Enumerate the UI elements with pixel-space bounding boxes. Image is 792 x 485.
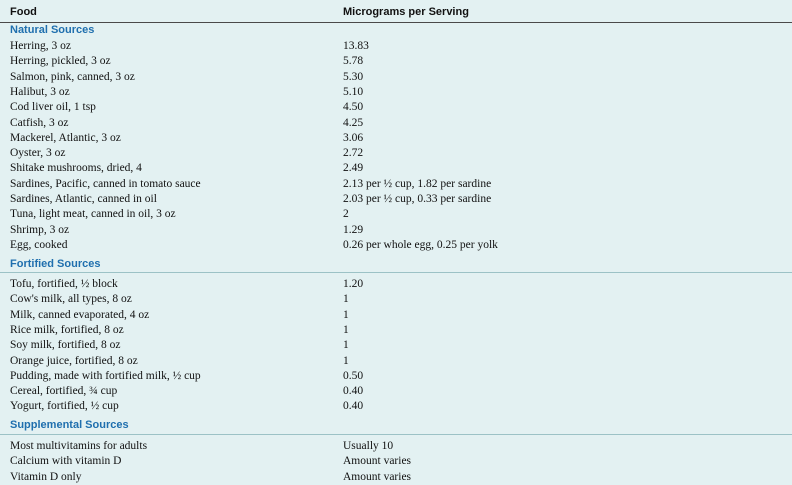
micrograms-cell: Usually 10 <box>343 440 394 452</box>
micrograms-cell: 2 <box>343 208 349 221</box>
table-row <box>0 39 792 54</box>
food-cell: Herring, pickled, 3 oz <box>10 55 111 68</box>
micrograms-cell: 1.20 <box>343 278 364 290</box>
micrograms-cell: 1 <box>343 323 349 336</box>
table-header <box>0 0 792 23</box>
table-row <box>0 131 792 146</box>
section-divider <box>0 272 792 273</box>
food-cell: Halibut, 3 oz <box>10 85 70 98</box>
header-micrograms: Micrograms per Serving <box>343 6 469 18</box>
table-row <box>0 277 792 292</box>
micrograms-cell: 1.29 <box>343 223 364 236</box>
table-row <box>0 384 792 399</box>
food-cell: Cereal, fortified, ¾ cup <box>10 385 118 398</box>
table-row <box>0 54 792 69</box>
micrograms-cell: 0.26 per whole egg, 0.25 per yolk <box>343 238 498 251</box>
micrograms-cell: 1 <box>343 293 349 306</box>
table-row <box>0 146 792 161</box>
food-cell: Soy milk, fortified, 8 oz <box>10 339 121 352</box>
table-row <box>0 369 792 384</box>
section-title: Fortified Sources <box>10 258 101 270</box>
food-cell: Herring, 3 oz <box>10 40 71 52</box>
food-cell: Rice milk, fortified, 8 oz <box>10 323 124 336</box>
table-row <box>0 470 792 485</box>
food-cell: Tofu, fortified, ½ block <box>10 278 118 290</box>
food-cell: Shrimp, 3 oz <box>10 223 70 236</box>
micrograms-cell: 1 <box>343 339 349 352</box>
micrograms-cell: 1 <box>343 308 349 321</box>
header-food: Food <box>10 6 37 18</box>
section-divider <box>0 434 792 435</box>
table-row <box>0 454 792 469</box>
table-row <box>0 177 792 192</box>
table-row <box>0 192 792 207</box>
food-cell: Cow's milk, all types, 8 oz <box>10 293 132 306</box>
table-row <box>0 223 792 238</box>
food-cell: Salmon, pink, canned, 3 oz <box>10 70 135 83</box>
micrograms-cell: 4.25 <box>343 116 364 129</box>
table-row <box>0 439 792 454</box>
table-row <box>0 70 792 85</box>
table-row <box>0 116 792 131</box>
micrograms-cell: 1 <box>343 354 349 367</box>
food-cell: Shitake mushrooms, dried, 4 <box>10 162 142 175</box>
micrograms-cell: 3.06 <box>343 131 364 144</box>
table-row <box>0 238 792 253</box>
micrograms-cell: 5.30 <box>343 70 364 83</box>
food-cell: Milk, canned evaporated, 4 oz <box>10 308 150 321</box>
micrograms-cell: 2.72 <box>343 147 364 160</box>
food-cell: Yogurt, fortified, ½ cup <box>10 400 119 413</box>
micrograms-cell: Amount varies <box>343 455 412 468</box>
section-title: Natural Sources <box>10 24 95 36</box>
micrograms-cell: 2.13 per ½ cup, 1.82 per sardine <box>343 177 492 190</box>
food-cell: Cod liver oil, 1 tsp <box>10 101 96 114</box>
micrograms-cell: 0.40 <box>343 400 364 413</box>
table-row <box>0 338 792 353</box>
food-cell: Vitamin D only <box>10 470 82 483</box>
section-title: Supplemental Sources <box>10 419 129 431</box>
micrograms-cell: 4.50 <box>343 101 364 114</box>
table-row <box>0 292 792 307</box>
table-row <box>0 354 792 369</box>
food-cell: Sardines, Atlantic, canned in oil <box>10 193 157 205</box>
table-row <box>0 323 792 338</box>
food-cell: Egg, cooked <box>10 238 68 251</box>
food-cell: Pudding, made with fortified milk, ½ cup <box>10 369 201 382</box>
food-cell: Oyster, 3 oz <box>10 147 66 160</box>
micrograms-cell: 2.03 per ½ cup, 0.33 per sardine <box>343 193 492 205</box>
table-row <box>0 399 792 414</box>
micrograms-cell: 5.10 <box>343 85 364 98</box>
table-row <box>0 100 792 115</box>
table-row <box>0 161 792 176</box>
food-cell: Sardines, Pacific, canned in tomato sauce <box>10 177 201 190</box>
micrograms-cell: 13.83 <box>343 40 369 52</box>
micrograms-cell: Amount varies <box>343 470 412 483</box>
table-row <box>0 308 792 323</box>
food-cell: Catfish, 3 oz <box>10 116 69 129</box>
micrograms-cell: 0.50 <box>343 369 364 382</box>
food-cell: Most multivitamins for adults <box>10 440 148 452</box>
table-row <box>0 207 792 222</box>
table-row <box>0 85 792 100</box>
food-cell: Orange juice, fortified, 8 oz <box>10 354 138 367</box>
food-cell: Calcium with vitamin D <box>10 455 122 468</box>
food-cell: Tuna, light meat, canned in oil, 3 oz <box>10 208 176 221</box>
food-cell: Mackerel, Atlantic, 3 oz <box>10 131 121 144</box>
micrograms-cell: 2.49 <box>343 162 364 175</box>
micrograms-cell: 5.78 <box>343 55 364 68</box>
micrograms-cell: 0.40 <box>343 385 364 398</box>
